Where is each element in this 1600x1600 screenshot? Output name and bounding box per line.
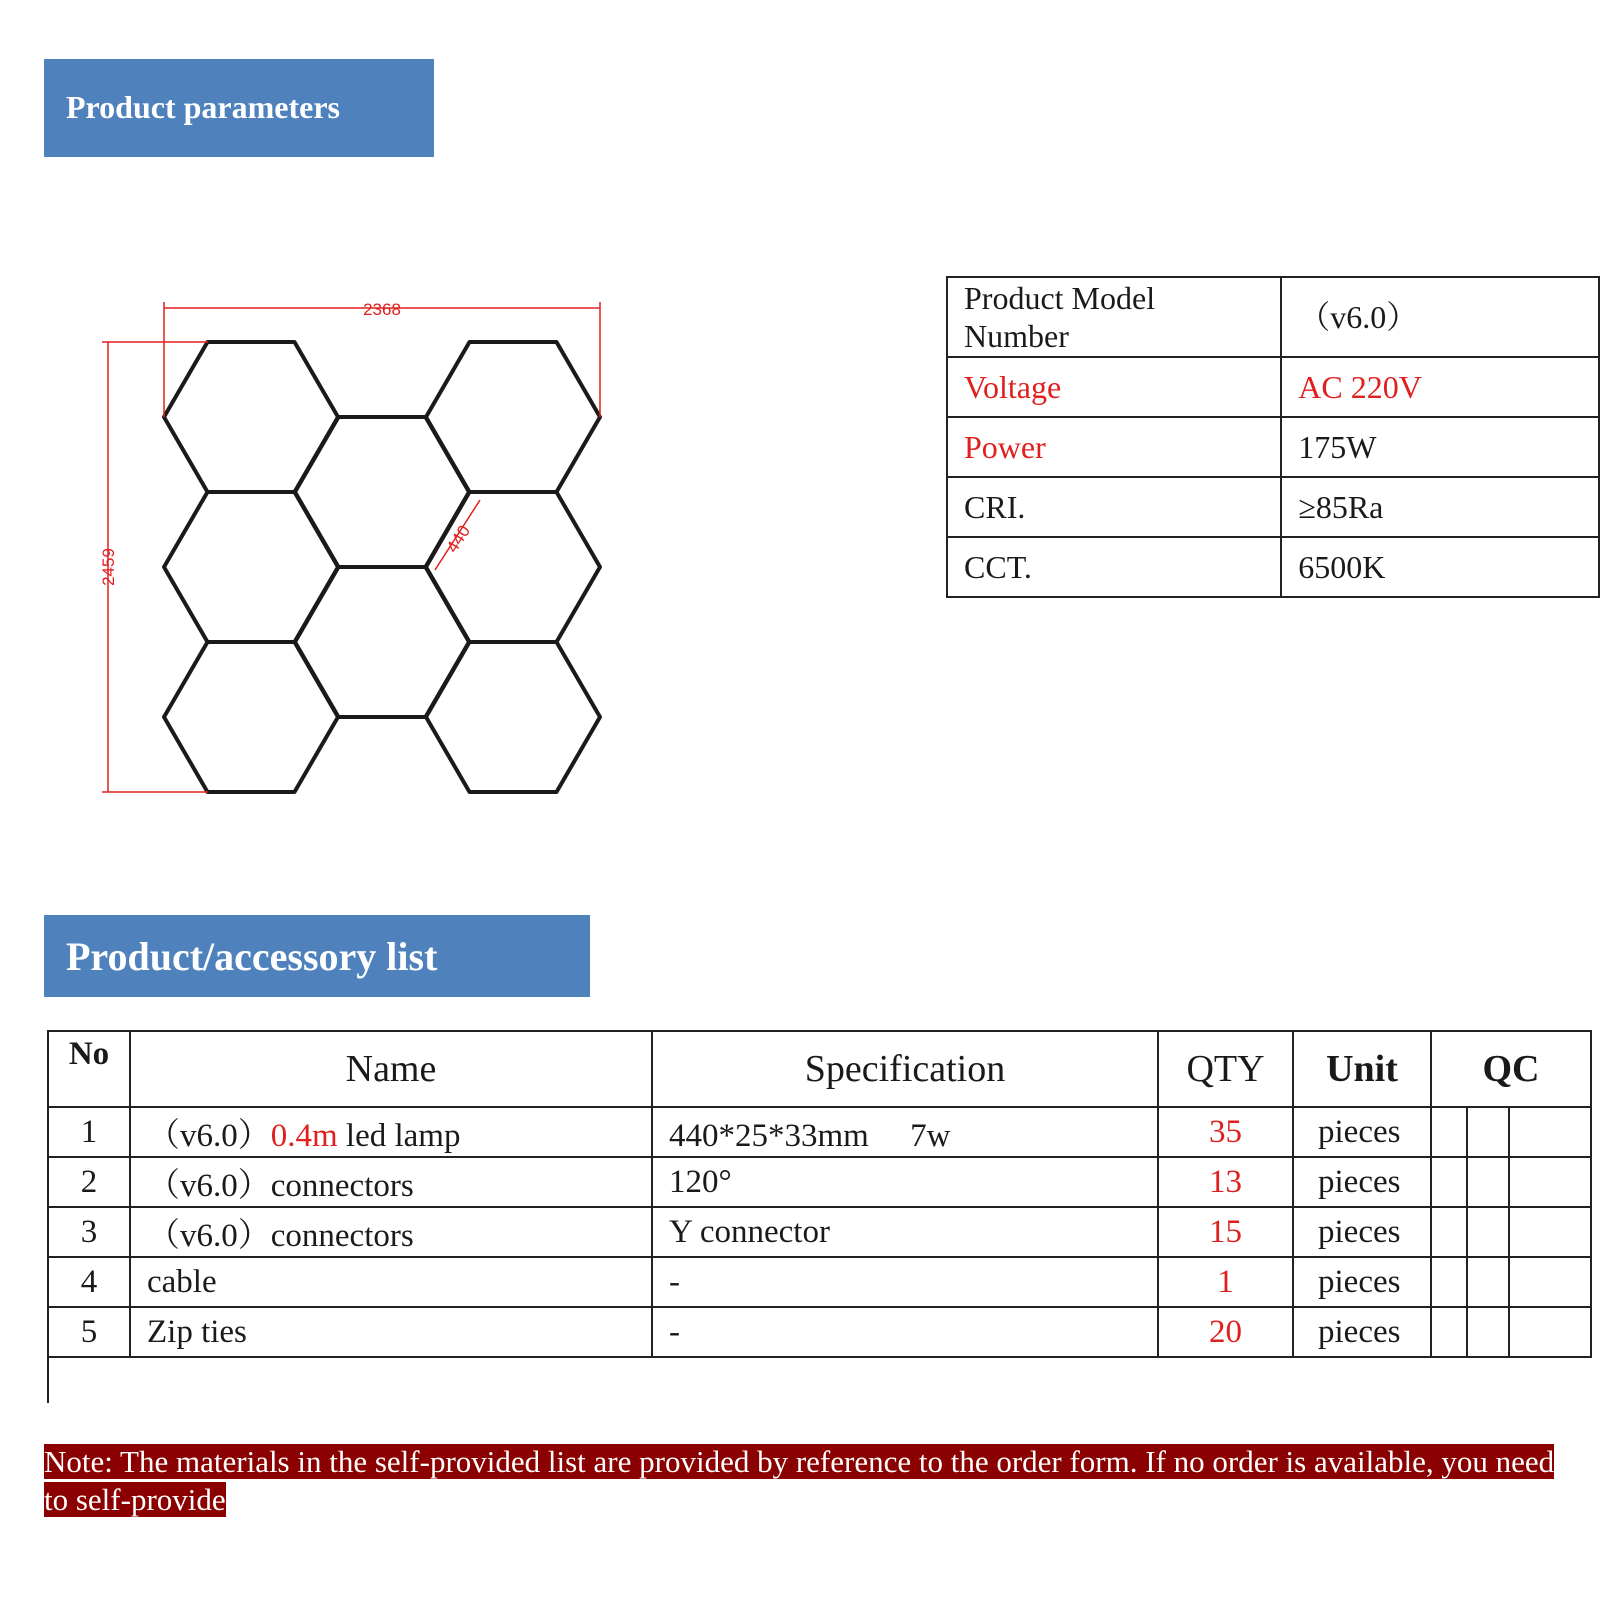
hexagon <box>164 642 338 792</box>
row-name-prefix: （v6.0） <box>147 1217 271 1254</box>
product-parameters-title: Product parameters <box>66 89 340 125</box>
qc-box[interactable] <box>1468 1158 1510 1206</box>
row-name <box>130 1157 652 1207</box>
row-qc-checkboxes <box>1431 1157 1591 1207</box>
row-no: 3 <box>48 1207 130 1257</box>
row-name-text: connectors <box>270 1217 414 1254</box>
row-name-text: led lamp <box>337 1117 461 1154</box>
param-key: Power <box>947 417 1281 477</box>
row-unit: pieces <box>1293 1307 1431 1357</box>
param-value: 6500K <box>1281 537 1599 597</box>
accessory-row <box>48 1157 1591 1207</box>
hexagon-layout-diagram <box>80 280 620 820</box>
row-qty: 20 <box>1158 1307 1293 1357</box>
row-name <box>130 1107 652 1157</box>
row-no: 5 <box>48 1307 130 1357</box>
accessory-list-header <box>44 915 590 997</box>
row-qty: 13 <box>1158 1157 1293 1207</box>
row-specification: - <box>652 1257 1158 1307</box>
qc-box[interactable] <box>1432 1208 1468 1256</box>
row-name-text: connectors <box>270 1167 414 1204</box>
qc-box[interactable] <box>1468 1308 1510 1356</box>
edge-label: 440 <box>442 521 475 557</box>
hexagon <box>164 342 338 492</box>
height-label: 2459 <box>99 548 118 586</box>
hexagon <box>426 642 600 792</box>
param-key: Voltage <box>947 357 1281 417</box>
qc-box[interactable] <box>1432 1108 1468 1156</box>
row-no: 2 <box>48 1157 130 1207</box>
param-row <box>947 357 1599 417</box>
row-name-prefix: （v6.0） <box>147 1167 271 1204</box>
product-parameters-table <box>946 276 1600 598</box>
row-qc-checkboxes <box>1431 1207 1591 1257</box>
row-specification: Y connector <box>652 1207 1158 1257</box>
qc-box[interactable] <box>1432 1308 1468 1356</box>
row-name-text: cable <box>147 1263 217 1300</box>
table-left-border-tail <box>47 1355 49 1403</box>
qc-box[interactable] <box>1510 1208 1590 1256</box>
param-key: CRI. <box>947 477 1281 537</box>
qc-box[interactable] <box>1510 1258 1590 1306</box>
hexagon <box>426 342 600 492</box>
hexagon <box>426 492 600 642</box>
qc-box[interactable] <box>1432 1158 1468 1206</box>
param-value: 175W <box>1281 417 1599 477</box>
row-qc-checkboxes <box>1431 1307 1591 1357</box>
qc-box[interactable] <box>1468 1208 1510 1256</box>
param-key: CCT. <box>947 537 1281 597</box>
param-value: （v6.0） <box>1281 277 1599 357</box>
qc-box[interactable] <box>1468 1108 1510 1156</box>
param-row <box>947 477 1599 537</box>
header-name: Name <box>130 1031 652 1107</box>
header-unit: Unit <box>1293 1031 1431 1107</box>
row-specification: - <box>652 1307 1158 1357</box>
qc-box[interactable] <box>1510 1158 1590 1206</box>
row-qc-checkboxes <box>1431 1257 1591 1307</box>
param-key: Product Model Number <box>947 277 1281 357</box>
param-row <box>947 277 1599 357</box>
row-name <box>130 1307 652 1357</box>
row-name <box>130 1207 652 1257</box>
row-no: 4 <box>48 1257 130 1307</box>
width-label: 2368 <box>363 300 401 319</box>
header-qc: QC <box>1431 1031 1591 1107</box>
row-unit: pieces <box>1293 1207 1431 1257</box>
qc-box[interactable] <box>1510 1308 1590 1356</box>
row-name-text: Zip ties <box>147 1313 247 1350</box>
qc-box[interactable] <box>1468 1258 1510 1306</box>
row-unit: pieces <box>1293 1107 1431 1157</box>
header-specification: Specification <box>652 1031 1158 1107</box>
row-specification: 440*25*33mm 7w <box>652 1107 1158 1157</box>
row-no: 1 <box>48 1107 130 1157</box>
row-name-prefix: （v6.0） <box>147 1117 271 1154</box>
param-row <box>947 537 1599 597</box>
row-specification: 120° <box>652 1157 1158 1207</box>
accessory-row <box>48 1257 1591 1307</box>
accessory-table <box>47 1030 1592 1358</box>
row-qty: 35 <box>1158 1107 1293 1157</box>
hexagon <box>295 567 469 717</box>
row-qc-checkboxes <box>1431 1107 1591 1157</box>
param-row <box>947 417 1599 477</box>
qc-box[interactable] <box>1432 1258 1468 1306</box>
row-qty: 1 <box>1158 1257 1293 1307</box>
row-qty: 15 <box>1158 1207 1293 1257</box>
accessory-row <box>48 1107 1591 1157</box>
param-value: AC 220V <box>1281 357 1599 417</box>
header-qty: QTY <box>1158 1031 1293 1107</box>
note-text: Note: The materials in the self-provided list are provided by reference to the order form. If no order is available, you need to self-provide <box>44 1444 1555 1517</box>
hexagon <box>164 492 338 642</box>
hexagon-grid <box>164 342 600 792</box>
row-unit: pieces <box>1293 1257 1431 1307</box>
accessory-row <box>48 1307 1591 1357</box>
row-name-highlight: 0.4m <box>270 1117 338 1154</box>
row-name <box>130 1257 652 1307</box>
accessory-table-header-row <box>48 1031 1591 1107</box>
accessory-row <box>48 1207 1591 1257</box>
row-unit: pieces <box>1293 1157 1431 1207</box>
product-parameters-header <box>44 59 434 157</box>
header-no: No <box>48 1031 130 1107</box>
param-value: ≥85Ra <box>1281 477 1599 537</box>
accessory-list-title: Product/accessory list <box>66 934 438 979</box>
qc-box[interactable] <box>1510 1108 1590 1156</box>
